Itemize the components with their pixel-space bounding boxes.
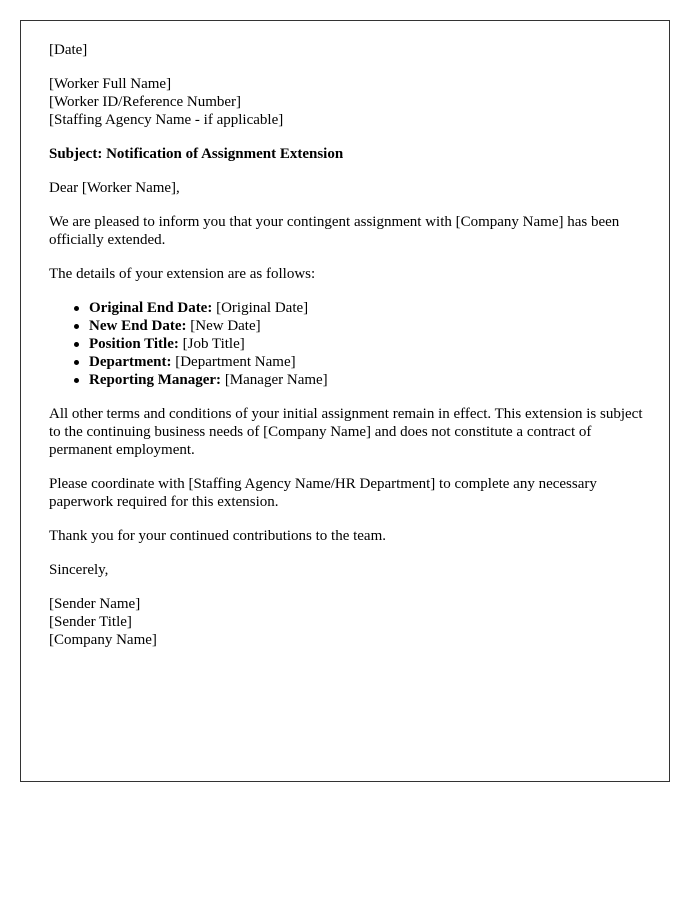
detail-value: [Original Date] (212, 300, 309, 316)
detail-value: [Job Title] (178, 336, 245, 352)
detail-item-reporting-manager (89, 371, 649, 389)
recipient-agency: [Staffing Agency Name - if applicable] (49, 112, 284, 128)
detail-label: Position Title: (89, 336, 179, 352)
detail-label: New End Date: (89, 318, 187, 334)
recipient-block (49, 75, 649, 129)
detail-label: Reporting Manager: (89, 372, 222, 388)
recipient-name: [Worker Full Name] (49, 76, 172, 92)
detail-label: Original End Date: (89, 300, 213, 316)
letter-subject: Subject: Notification of Assignment Extension (49, 146, 344, 162)
signature-block (49, 595, 649, 649)
detail-value: [Department Name] (171, 354, 296, 370)
detail-item-original-end-date (89, 299, 649, 317)
details-list (49, 299, 649, 389)
thanks-paragraph: Thank you for your continued contributions to the team. (49, 528, 387, 544)
salutation: Dear [Worker Name], (49, 180, 180, 196)
letter-date: [Date] (49, 42, 88, 58)
sender-name: [Sender Name] (49, 596, 141, 612)
recipient-id: [Worker ID/Reference Number] (49, 94, 242, 110)
terms-paragraph: All other terms and conditions of your initial assignment remain in effect. This extension is subject to the continuing business needs of [Company Name] and does not constitute a contract of permanent employment. (49, 406, 643, 458)
detail-item-department (89, 353, 649, 371)
coordinate-paragraph: Please coordinate with [Staffing Agency Name/HR Department] to complete any necessary paperwork required for this extension. (49, 476, 597, 510)
detail-value: [Manager Name] (221, 372, 328, 388)
details-intro: The details of your extension are as follows: (49, 266, 316, 282)
sender-company: [Company Name] (49, 632, 157, 648)
letter-page (20, 20, 670, 782)
sender-title: [Sender Title] (49, 614, 132, 630)
detail-value: [New Date] (186, 318, 261, 334)
intro-paragraph: We are pleased to inform you that your contingent assignment with [Company Name] has been officially extended. (49, 214, 620, 248)
detail-label: Department: (89, 354, 172, 370)
detail-item-position-title (89, 335, 649, 353)
detail-item-new-end-date (89, 317, 649, 335)
closing: Sincerely, (49, 562, 109, 578)
